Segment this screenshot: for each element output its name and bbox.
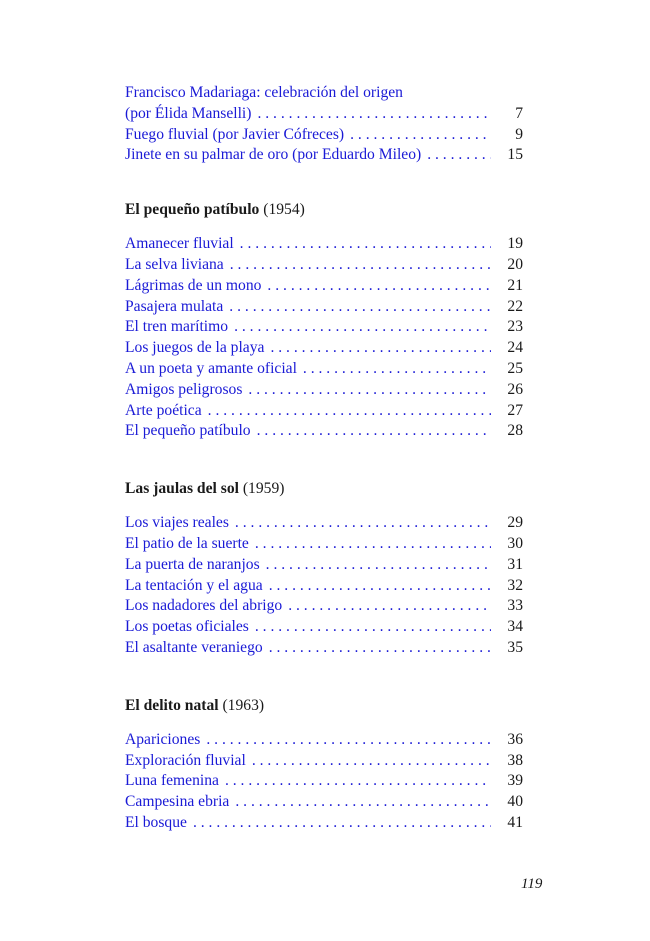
- toc-entry-title[interactable]: Amigos peligrosos: [125, 380, 243, 398]
- toc-entry-title[interactable]: Luna femenina: [125, 772, 219, 790]
- section-jaulas-del-sol: [125, 479, 523, 659]
- toc-entry-title[interactable]: La puerta de naranjos: [125, 555, 260, 573]
- toc-entry-page: 34: [507, 618, 523, 636]
- dot-leader: [288, 596, 491, 617]
- toc-entry-title[interactable]: Los juegos de la playa: [125, 339, 265, 357]
- toc-entry-title[interactable]: Fuego fluvial (por Javier Cófreces): [125, 125, 345, 143]
- section-title: El delito natal: [125, 696, 219, 714]
- dot-leader: [225, 771, 491, 792]
- dot-leader: [427, 145, 491, 166]
- toc-entry-title[interactable]: A un poeta y amante oficial: [125, 359, 297, 377]
- section-heading: [125, 200, 523, 220]
- toc-entry-page: 32: [507, 576, 523, 594]
- dot-leader: [269, 638, 491, 659]
- dot-leader: [267, 276, 491, 297]
- toc-entry-page: 29: [507, 514, 523, 532]
- toc-entry-title[interactable]: La tentación y el agua: [125, 576, 263, 594]
- spacer: [125, 659, 523, 696]
- toc-entry-title[interactable]: Los nadadores del abrigo: [125, 597, 283, 615]
- toc-entry[interactable]: [125, 596, 523, 617]
- dot-leader: [269, 576, 491, 597]
- toc-entry-page: 24: [507, 339, 523, 357]
- dot-leader: [206, 730, 491, 751]
- dot-leader: [257, 421, 491, 442]
- toc-entry-page: 19: [507, 235, 523, 253]
- toc-entry[interactable]: [125, 338, 523, 359]
- dot-leader: [248, 380, 491, 401]
- toc-entry-title[interactable]: Pasajera mulata: [125, 297, 224, 315]
- toc-entry[interactable]: [125, 421, 523, 442]
- toc-entry[interactable]: [125, 234, 523, 255]
- dot-leader: [229, 297, 491, 318]
- toc-entry-title[interactable]: Arte poética: [125, 401, 202, 419]
- dot-leader: [193, 813, 491, 834]
- toc-entry[interactable]: [125, 638, 523, 659]
- section-year: (1954): [263, 201, 305, 219]
- toc-entry-page: 9: [515, 125, 523, 143]
- toc-entry-page: 38: [507, 751, 523, 769]
- toc-entry[interactable]: [125, 792, 523, 813]
- toc-entry-page: 39: [507, 772, 523, 790]
- section-heading: [125, 696, 523, 716]
- toc-entry[interactable]: [125, 813, 523, 834]
- toc-entry-page: 41: [507, 813, 523, 831]
- toc-entry-title[interactable]: El asaltante veraniego: [125, 638, 263, 656]
- section-title: Las jaulas del sol: [125, 480, 239, 498]
- toc-entry[interactable]: [125, 401, 523, 422]
- toc-entry-page: 35: [507, 638, 523, 656]
- toc-entry[interactable]: [125, 359, 523, 380]
- section-title: El pequeño patíbulo: [125, 201, 260, 219]
- toc-entry-page: 22: [507, 297, 523, 315]
- toc-entry[interactable]: [125, 751, 523, 772]
- intro-block: [125, 83, 523, 166]
- toc-entry[interactable]: [125, 576, 523, 597]
- toc-entry[interactable]: [125, 276, 523, 297]
- toc-entry-page: 23: [507, 318, 523, 336]
- toc-entry-page: 27: [507, 401, 523, 419]
- toc-entry-title[interactable]: Lágrimas de un mono: [125, 276, 262, 294]
- toc-entry-title[interactable]: Los viajes reales: [125, 514, 229, 532]
- dot-leader: [235, 792, 491, 813]
- dot-leader: [230, 255, 491, 276]
- spacer: [125, 220, 523, 234]
- toc-entry-title[interactable]: El tren marítimo: [125, 318, 229, 336]
- dot-leader: [270, 338, 491, 359]
- toc-entry[interactable]: [125, 145, 523, 166]
- dot-leader: [235, 513, 491, 534]
- toc-entry-title[interactable]: (por Élida Manselli): [125, 104, 252, 122]
- section-year: (1959): [242, 480, 285, 498]
- toc-entry[interactable]: [125, 555, 523, 576]
- toc-entry[interactable]: [125, 534, 523, 555]
- toc-entry-page: 40: [507, 793, 523, 811]
- spacer: [125, 442, 523, 479]
- section-year: (1963): [222, 696, 265, 714]
- section-pequeno-patibulo: [125, 200, 523, 442]
- toc-entry-page: 28: [507, 422, 523, 440]
- toc-entry-title[interactable]: El pequeño patíbulo: [125, 422, 251, 440]
- dot-leader: [303, 359, 491, 380]
- toc-entry-page: 30: [507, 534, 523, 552]
- toc-entry-title[interactable]: Exploración fluvial: [125, 751, 246, 769]
- toc-link-madariaga[interactable]: Francisco Madariaga: celebración del origen: [125, 84, 403, 101]
- section-delito-natal: [125, 696, 523, 834]
- dot-leader: [252, 751, 491, 772]
- toc-entry-page: 7: [515, 104, 523, 122]
- spacer: [125, 166, 523, 200]
- dot-leader: [266, 555, 491, 576]
- toc-entry-title[interactable]: Jinete en su palmar de oro (por Eduardo Mileo): [125, 146, 422, 164]
- section-heading: [125, 479, 523, 499]
- toc-entry-title[interactable]: Apariciones: [125, 730, 201, 748]
- spacer: [125, 716, 523, 730]
- toc-entry-title[interactable]: Amanecer fluvial: [125, 235, 234, 253]
- toc-entry[interactable]: [125, 125, 523, 146]
- toc-entry-title[interactable]: El bosque: [125, 813, 187, 831]
- toc-entry[interactable]: [125, 317, 523, 338]
- dot-leader: [234, 317, 491, 338]
- dot-leader: [350, 125, 491, 146]
- toc-entry[interactable]: [125, 617, 523, 638]
- page-number: 119: [521, 876, 543, 892]
- toc-entry-page: 26: [507, 380, 523, 398]
- toc-entry-page: 31: [507, 555, 523, 573]
- dot-leader: [240, 234, 491, 255]
- toc-entry-page: 21: [507, 276, 523, 294]
- toc-entry-page: 36: [507, 730, 523, 748]
- toc-entry-page: 25: [507, 359, 523, 377]
- toc-entry[interactable]: [125, 513, 523, 534]
- toc-entry-title[interactable]: La selva liviana: [125, 255, 224, 273]
- toc-entry[interactable]: [125, 730, 523, 751]
- toc-entry[interactable]: [125, 380, 523, 401]
- toc-entry[interactable]: [125, 255, 523, 276]
- toc-entry[interactable]: [125, 771, 523, 792]
- toc-entry-page: 15: [507, 146, 523, 164]
- dot-leader: [208, 401, 491, 422]
- toc-entry-title[interactable]: Los poetas oficiales: [125, 618, 249, 636]
- toc-entry-title[interactable]: Campesina ebria: [125, 793, 230, 811]
- toc-entry-page: 33: [507, 597, 523, 615]
- toc-entry-title[interactable]: El patio de la suerte: [125, 534, 249, 552]
- table-of-contents: [125, 83, 523, 834]
- dot-leader: [255, 534, 491, 555]
- toc-entry-page: 20: [507, 255, 523, 273]
- spacer: [125, 499, 523, 513]
- dot-leader: [257, 104, 491, 125]
- toc-entry[interactable]: [125, 297, 523, 318]
- toc-entry[interactable]: [125, 104, 523, 125]
- dot-leader: [255, 617, 491, 638]
